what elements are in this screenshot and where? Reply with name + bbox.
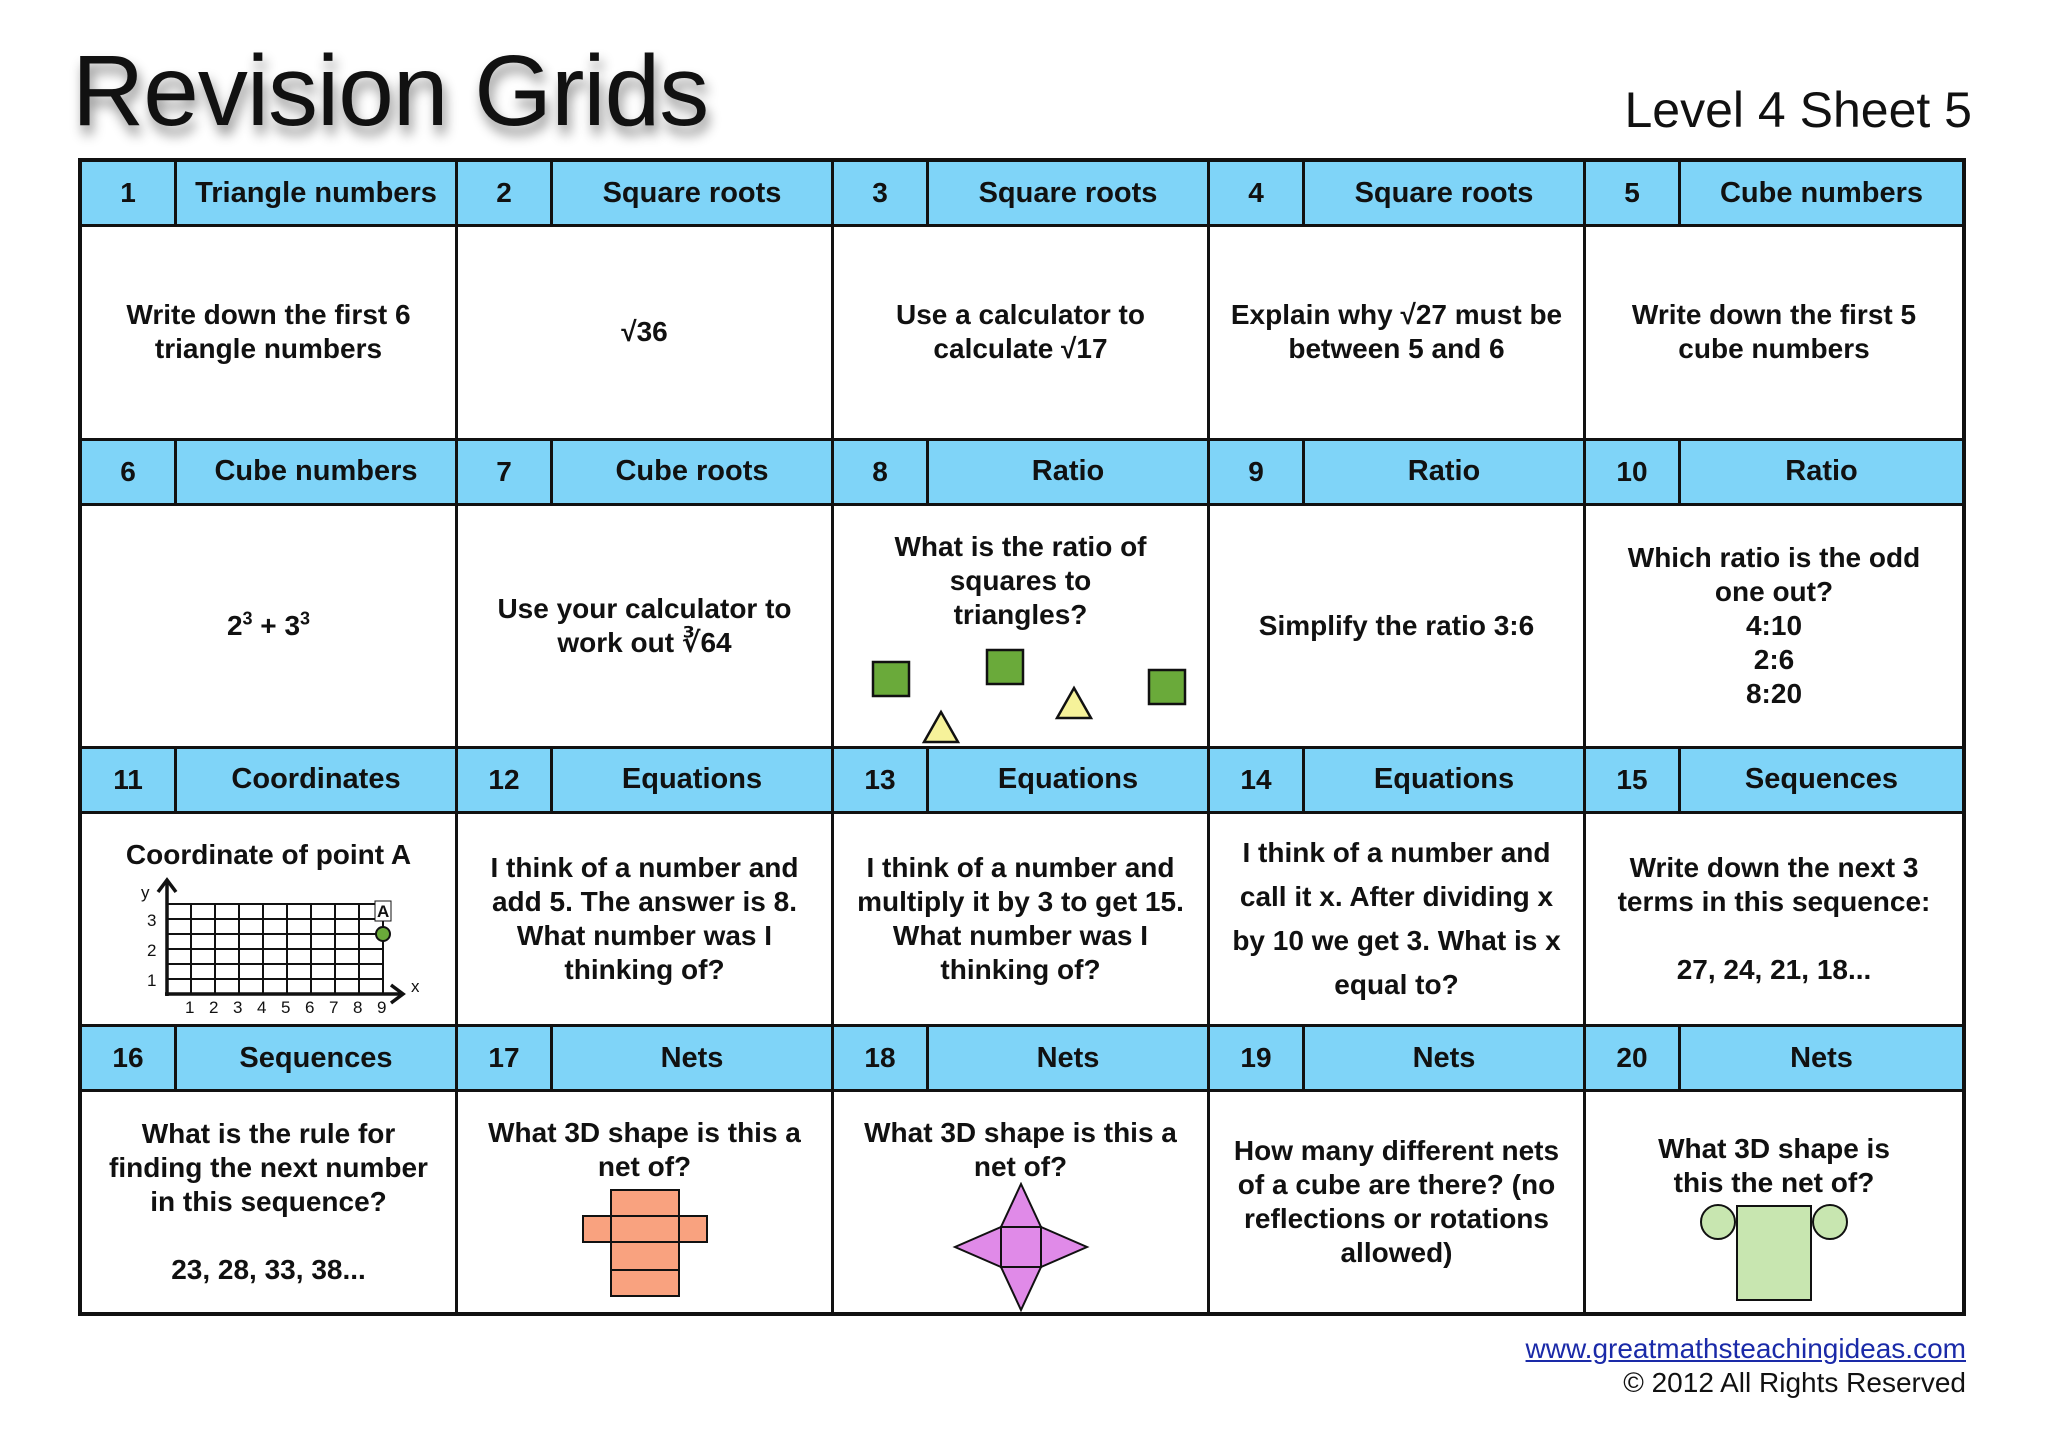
- net-face: [1041, 1227, 1087, 1267]
- expr-operator: +: [252, 609, 285, 641]
- question-header: [82, 1027, 455, 1092]
- question-header: [1210, 441, 1583, 506]
- question-number: 13: [834, 749, 929, 811]
- sheet-label: Level 4 Sheet 5: [1624, 82, 1972, 138]
- x-tick-label: 8: [352, 997, 362, 1017]
- question-cell-19: [1210, 1027, 1586, 1312]
- question-number: 12: [458, 749, 553, 811]
- question-text: Use your calculator to work out ∛64: [497, 592, 792, 658]
- y-axis-label: y: [140, 882, 149, 902]
- question-number: 20: [1586, 1027, 1681, 1089]
- ratio-option: 2:6: [1753, 643, 1795, 675]
- question-number: 2: [458, 162, 553, 224]
- net-circle-face: [1813, 1205, 1847, 1239]
- question-text: What 3D shape is this a net of?: [864, 1117, 1177, 1182]
- question-cell-5: [1586, 162, 1962, 441]
- question-header: [458, 441, 831, 506]
- question-body: [1210, 227, 1583, 438]
- question-number: 16: [82, 1027, 177, 1089]
- question-cell-1: [82, 162, 458, 441]
- question-number: 5: [1586, 162, 1681, 224]
- question-header: [1210, 749, 1583, 814]
- question-number: 17: [458, 1027, 553, 1089]
- question-cell-12: [458, 749, 834, 1028]
- y-tick-label: 1: [146, 970, 156, 990]
- cylinder-net-figure: [1699, 1204, 1849, 1304]
- question-body: [82, 506, 455, 746]
- sequence-terms: 23, 28, 33, 38...: [171, 1254, 366, 1285]
- question-header: [1586, 1027, 1962, 1092]
- question-topic: Cube numbers: [1719, 176, 1924, 209]
- shapes-figure: [851, 636, 1191, 746]
- website-link[interactable]: www.greatmathsteachingideas.com: [1525, 1333, 1966, 1364]
- question-cell-13: [834, 749, 1210, 1028]
- cuboid-net-figure: [580, 1188, 710, 1300]
- question-body: [834, 814, 1207, 1025]
- question-cell-6: [82, 441, 458, 749]
- green-square: [873, 662, 909, 696]
- question-number: 7: [458, 441, 553, 503]
- question-cell-2: [458, 162, 834, 441]
- question-header: [458, 162, 831, 227]
- question-number: 10: [1586, 441, 1681, 503]
- question-body: [834, 506, 1207, 746]
- question-cell-14: [1210, 749, 1586, 1028]
- sequence-terms: 27, 24, 21, 18...: [1676, 953, 1872, 985]
- question-topic: Nets: [1412, 1041, 1476, 1074]
- question-cell-17: [458, 1027, 834, 1312]
- question-body: [458, 1092, 831, 1312]
- question-topic: Cube roots: [615, 455, 769, 487]
- question-cell-20: [1586, 1027, 1962, 1312]
- question-number: 1: [82, 162, 177, 224]
- question-body: [82, 227, 455, 438]
- question-topic: Square roots: [1354, 176, 1534, 209]
- question-topic: Equations: [997, 763, 1139, 795]
- question-header: [1586, 749, 1962, 814]
- question-topic: Square roots: [602, 176, 782, 209]
- net-circle-face: [1701, 1205, 1735, 1239]
- expr-exponent: 3: [242, 608, 253, 629]
- question-header: [458, 749, 831, 814]
- question-body: [82, 1092, 455, 1312]
- question-text: What is the rule for finding the next number in this sequence?: [109, 1118, 428, 1217]
- net-face: [583, 1216, 611, 1242]
- question-topic: Ratio: [1785, 455, 1858, 487]
- yellow-triangle: [1057, 688, 1091, 718]
- question-text: Explain why √27 must be between 5 and 6: [1230, 299, 1563, 365]
- question-topic: Ratio: [1031, 455, 1105, 487]
- net-face: [955, 1227, 1001, 1267]
- question-topic: Coordinates: [231, 763, 401, 795]
- question-cell-4: [1210, 162, 1586, 441]
- pyramid-net-figure: [951, 1182, 1091, 1312]
- net-face: [611, 1270, 679, 1296]
- x-tick-label: 3: [232, 997, 242, 1017]
- net-rect-face: [1737, 1206, 1811, 1300]
- question-text: What is the ratio of squares to triangles?: [894, 530, 1147, 630]
- question-body: [1586, 506, 1962, 746]
- question-expression: [227, 609, 310, 643]
- point-label: A: [376, 901, 389, 921]
- question-number: 19: [1210, 1027, 1305, 1089]
- question-body: [1586, 227, 1962, 438]
- question-number: 9: [1210, 441, 1305, 503]
- footer: [1526, 1332, 1966, 1400]
- question-cell-16: [82, 1027, 458, 1312]
- question-text: What 3D shape is this a net of?: [488, 1117, 801, 1182]
- question-text: Write down the next 3 terms in this sequence:: [1617, 851, 1931, 917]
- question-text: Use a calculator to calculate √17: [896, 299, 1145, 365]
- net-face: [679, 1216, 707, 1242]
- x-axis-label: x: [410, 976, 419, 996]
- question-topic: Equations: [621, 763, 763, 795]
- question-body: [458, 506, 831, 746]
- question-text: Write down the first 6 triangle numbers: [126, 299, 411, 365]
- question-body: [1586, 814, 1962, 1025]
- x-tick-label: 9: [376, 997, 386, 1017]
- question-text: Which ratio is the odd one out?: [1627, 541, 1921, 607]
- question-topic: Nets: [1036, 1041, 1100, 1074]
- copyright-text: © 2012 All Rights Reserved: [1623, 1367, 1966, 1398]
- question-cell-7: [458, 441, 834, 749]
- question-body: [1210, 1092, 1583, 1312]
- question-body: [834, 227, 1207, 438]
- revision-grid: [78, 158, 1966, 1316]
- question-body: [458, 814, 831, 1025]
- question-cell-10: [1586, 441, 1962, 749]
- expr-base: 2: [226, 609, 243, 641]
- question-header: [82, 441, 455, 506]
- x-tick-label: 4: [256, 997, 266, 1017]
- question-text: I think of a number and add 5. The answer is 8. What number was I thinking of?: [490, 851, 799, 985]
- yellow-triangle: [924, 712, 958, 742]
- question-number: 18: [834, 1027, 929, 1089]
- question-number: 4: [1210, 162, 1305, 224]
- page-title: Revision Grids: [72, 35, 709, 147]
- question-text: What 3D shape is this the net of?: [1658, 1133, 1890, 1198]
- ratio-option: 8:20: [1745, 677, 1803, 709]
- x-tick-label: 2: [208, 997, 218, 1017]
- question-topic: Nets: [1790, 1041, 1853, 1074]
- question-topic: Sequences: [1744, 763, 1899, 795]
- question-header: [834, 162, 1207, 227]
- net-face: [611, 1216, 679, 1242]
- question-text: Write down the first 5 cube numbers: [1631, 299, 1917, 365]
- question-topic: Triangle numbers: [195, 176, 437, 209]
- ratio-option: 4:10: [1745, 609, 1803, 641]
- net-face: [1001, 1267, 1041, 1310]
- question-header: [1210, 1027, 1583, 1092]
- net-face: [1001, 1227, 1041, 1267]
- question-cell-3: [834, 162, 1210, 441]
- question-body: [458, 227, 831, 438]
- question-text: I think of a number and multiply it by 3 to get 15. What number was I thinking of?: [857, 851, 1184, 985]
- expr-base: 3: [284, 609, 301, 641]
- question-number: 6: [82, 441, 177, 503]
- green-square: [987, 650, 1023, 684]
- question-body: [1210, 814, 1583, 1025]
- question-cell-9: [1210, 441, 1586, 749]
- question-number: 3: [834, 162, 929, 224]
- question-body: [82, 814, 455, 1025]
- question-text: Simplify the ratio 3:6: [1258, 609, 1535, 641]
- question-body: [834, 1092, 1207, 1312]
- question-cell-15: [1586, 749, 1962, 1028]
- question-text: How many different nets of a cube are there? (no reflections or rotations allowed): [1233, 1135, 1560, 1268]
- net-face: [611, 1242, 679, 1270]
- question-topic: Cube numbers: [214, 455, 418, 487]
- x-tick-label: 6: [304, 997, 314, 1017]
- question-body: [1210, 506, 1583, 746]
- y-tick-label: 2: [146, 940, 156, 960]
- question-number: 15: [1586, 749, 1681, 811]
- question-topic: Square roots: [978, 176, 1158, 209]
- question-topic: Sequences: [239, 1041, 393, 1074]
- question-header: [82, 162, 455, 227]
- question-number: 11: [82, 749, 177, 811]
- question-header: [1586, 162, 1962, 227]
- coordinate-grid-figure: [119, 868, 419, 1018]
- question-number: 8: [834, 441, 929, 503]
- question-text: I think of a number and call it x. After dividing x by 10 we get 3. What is x equal to?: [1232, 836, 1561, 1000]
- question-topic: Ratio: [1407, 455, 1481, 487]
- x-tick-label: 1: [184, 997, 194, 1017]
- green-square: [1149, 670, 1185, 704]
- question-topic: Nets: [660, 1041, 724, 1074]
- question-header: [458, 1027, 831, 1092]
- question-header: [834, 1027, 1207, 1092]
- question-cell-11: [82, 749, 458, 1028]
- question-header: [834, 749, 1207, 814]
- y-tick-label: 3: [146, 910, 156, 930]
- net-face: [611, 1190, 679, 1216]
- question-cell-18: [834, 1027, 1210, 1312]
- question-cell-8: [834, 441, 1210, 749]
- x-tick-label: 5: [280, 997, 290, 1017]
- grid-lines: [167, 904, 383, 994]
- question-header: [82, 749, 455, 814]
- question-header: [834, 441, 1207, 506]
- question-header: [1586, 441, 1962, 506]
- question-text: √36: [621, 316, 668, 348]
- x-tick-label: 7: [328, 997, 338, 1017]
- net-face: [1001, 1184, 1041, 1227]
- question-body: [1586, 1092, 1962, 1312]
- expr-exponent: 3: [300, 608, 311, 629]
- question-text: Coordinate of point A: [125, 838, 412, 870]
- point-a: [376, 927, 390, 941]
- question-header: [1210, 162, 1583, 227]
- question-number: 14: [1210, 749, 1305, 811]
- question-topic: Equations: [1373, 763, 1515, 795]
